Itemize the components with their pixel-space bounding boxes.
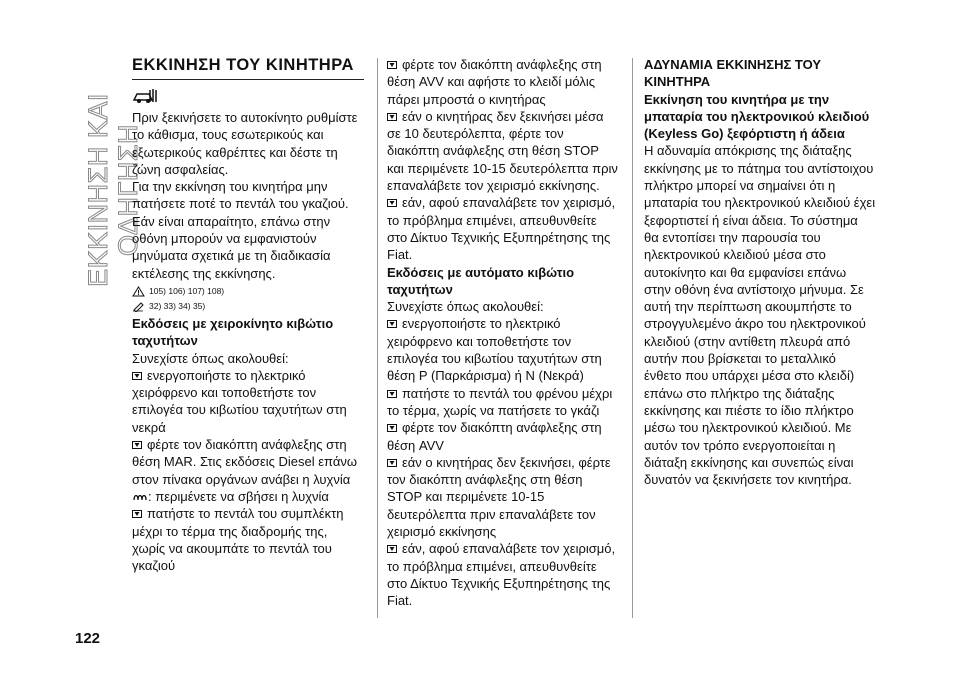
arrow-bullet-icon bbox=[387, 199, 397, 207]
paragraph: Για την εκκίνηση του κινητήρα μην πατήσετε ποτέ το πεντάλ του γκαζιού. bbox=[132, 179, 349, 212]
column-1 bbox=[132, 56, 364, 574]
arrow-bullet-icon bbox=[387, 320, 397, 328]
paragraph: Συνεχίστε όπως ακολουθεί: bbox=[132, 350, 289, 366]
glow-plug-lamp-icon bbox=[132, 493, 148, 502]
column-divider bbox=[377, 58, 378, 618]
arrow-bullet-icon bbox=[387, 459, 397, 467]
arrow-bullet-icon bbox=[387, 113, 397, 121]
arrow-bullet-icon bbox=[387, 390, 397, 398]
page-number: 122 bbox=[75, 630, 101, 647]
column-3 bbox=[644, 56, 876, 488]
list-item: πατήστε το πεντάλ του φρένου μέχρι το τέρμα, χωρίς να πατήσετε το γκάζι bbox=[387, 385, 613, 418]
warning-refs-text: 105) 106) 107) 108) bbox=[149, 285, 225, 296]
arrow-bullet-icon bbox=[387, 61, 397, 69]
paragraph: Συνεχίστε όπως ακολουθεί: bbox=[387, 299, 544, 315]
subheading: Εκδόσεις με αυτόματο κιβώτιο ταχυτήτων bbox=[387, 264, 575, 297]
side-tab-label: ΕΚΚΙΝΗΣΗ ΚΑΙ ΟΔΗΓΗΣΗ bbox=[83, 93, 143, 287]
list-item: φέρτε τον διακόπτη ανάφλεξης στη θέση MAR. Στις εκδόσεις Diesel επάνω στον πίνακα οργάνων ανάβει η λυχνία : περιμένετε να σβήσει η λυχνία bbox=[132, 437, 357, 504]
arrow-bullet-icon bbox=[387, 424, 397, 432]
arrow-bullet-icon bbox=[132, 372, 142, 380]
paragraph: Πριν ξεκινήσετε το αυτοκίνητο ρυθμίστε το κάθισμα, τους εσωτερικούς και εξωτερικούς καθρέπτες και δέστε τη ζώνη ασφαλείας. bbox=[132, 110, 358, 177]
side-tab bbox=[83, 40, 143, 340]
pencil-note-icon bbox=[132, 301, 145, 312]
section-title: ΑΔΥΝΑΜΙΑ ΕΚΚΙΝΗΣΗΣ ΤΟΥ ΚΙΝΗΤΗΡΑ bbox=[644, 57, 822, 90]
info-refs-text: 32) 33) 34) 35) bbox=[149, 300, 206, 311]
warning-refs bbox=[132, 286, 364, 297]
arrow-bullet-icon bbox=[132, 441, 142, 449]
list-item: ενεργοποιήστε το ηλεκτρικό χειρόφρενο και τοποθετήστε τον επιλογέα του κιβωτίου ταχυτήτων στη θέση P (Παρκάρισμα) ή N (Νεκρά) bbox=[387, 316, 602, 384]
column-2 bbox=[387, 56, 619, 610]
subheading: Εκδόσεις με χειροκίνητο κιβώτιο ταχυτήτων bbox=[132, 315, 334, 349]
list-item: εάν, αφού επαναλάβετε τον χειρισμό, το πρόβλημα επιμένει, απευθυνθείτε στο Δίκτυο Τεχνικής Εξυπηρέτησης της Fiat. bbox=[387, 541, 616, 609]
list-item: εάν ο κινητήρας δεν ξεκινήσει, φέρτε τον διακόπτη ανάφλεξης στη θέση STOP και περιμένετε 10-15 δευτερόλεπτα πριν επαναλάβετε τον χειρισμό εκκίνησης bbox=[387, 454, 611, 540]
section-title: ΕΚΚΙΝΗΣΗ ΤΟΥ ΚΙΝΗΤΗΡΑ bbox=[132, 56, 364, 80]
list-item: εάν, αφού επαναλάβετε τον χειρισμό, το πρόβλημα επιμένει, απευθυνθείτε στο Δίκτυο Τεχνικής Εξυπηρέτησης της Fiat. bbox=[387, 195, 616, 263]
column-divider bbox=[632, 58, 633, 618]
list-item: ενεργοποιήστε το ηλεκτρικό χειρόφρενο και τοποθετήστε τον επιλογέα του κιβωτίου ταχυτήτων στη νεκρά bbox=[132, 367, 347, 435]
paragraph: Η αδυναμία απόκρισης της διάταξης εκκίνησης με το πάτημα του αντίστοιχου πλήκτρο μπορεί να σημαίνει ότι η μπαταρία του ηλεκτρονικού κλειδιού έχει ξεφορτιστεί ή είναι άδεια. Το σύστημα θα εντοπίσει την παρουσία του ηλεκτρονικού κλειδιού μέσα στο αυτοκίνητο και θα εμφανίσει επάνω στην οθόνη ένα αντίστοιχο μήνυμα. Σε αυτή την περίπτωση ακουμπήστε το στρογγυλεμένο άκρο του ηλεκτρονικού κλειδιού (στην αντίθετη πλευρά από αυτήν που βρίσκεται το μεταλλικό ένθετο που υπάρχει μέσα στο κλειδί) επάνω στο πλήκτρο της διάταξης εκκίνησης και πιέστε το ίδιο πλήκτρο μέσω του ηλεκτρονικού κλειδιού. Με αυτόν τον τρόπο ενεργοποιείται η διάταξη εκκίνησης και συνεπώς είναι δυνατόν να ξεκινήσετε τον κινητήρα. bbox=[644, 143, 876, 488]
list-item: εάν ο κινητήρας δεν ξεκινήσει μέσα σε 10 δευτερόλεπτα, φέρτε τον διακόπτη ανάφλεξης στη θέση STOP και περιμένετε 10-15 δευτερόλεπτα πριν επαναλάβετε τον χειρισμό εκκίνησης. bbox=[387, 108, 618, 194]
list-item: φέρτε τον διακόπτη ανάφλεξης στη θέση AVV bbox=[387, 420, 602, 453]
car-check-icon bbox=[132, 86, 160, 106]
warning-triangle-icon bbox=[132, 286, 145, 297]
arrow-bullet-icon bbox=[387, 545, 397, 553]
list-item: φέρτε τον διακόπτη ανάφλεξης στη θέση AVV και αφήστε το κλειδί μόλις πάρει μπροστά ο κινητήρας bbox=[387, 57, 602, 107]
arrow-bullet-icon bbox=[132, 510, 142, 518]
list-item: πατήστε το πεντάλ του συμπλέκτη μέχρι το τέρμα της διαδρομής της, χωρίς να ακουμπάτε το πεντάλ του γκαζιού bbox=[132, 506, 344, 574]
info-refs bbox=[132, 301, 364, 312]
subheading: Εκκίνηση του κινητήρα με την μπαταρία του ηλεκτρονικού κλειδιού (Keyless Go) ξεφόρτιστη ή άδεια bbox=[644, 91, 870, 142]
paragraph: Εάν είναι απαραίτητο, επάνω στην οθόνη μπορούν να εμφανιστούν μηνύματα σχετικά με τη διαδικασία εκτέλεσης της εκκίνησης. bbox=[132, 213, 331, 281]
